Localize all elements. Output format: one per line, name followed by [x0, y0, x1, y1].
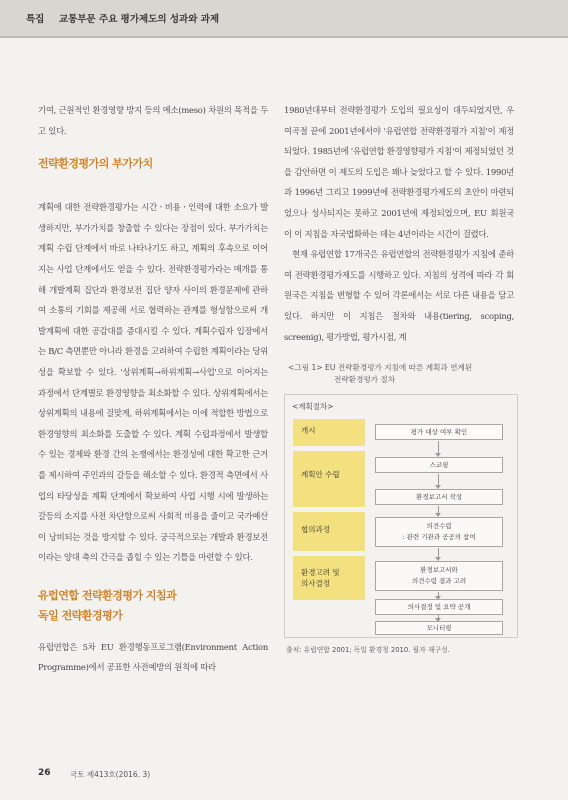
page-header [0, 0, 568, 38]
flow-report-consideration: 환경보고서와 의견수렴 결과 고려 [375, 561, 503, 591]
flow-arrow-1 [438, 441, 439, 456]
flow-decision-publication: 의사결정 및 요약 공개 [375, 599, 503, 615]
flow-consultation: 의견수렴 : 관련 기관과 공공의 참여 [375, 517, 503, 547]
section-title: 교통부문 주요 평가제도의 성과와 과제 [59, 14, 220, 25]
flow-screening-check: 평가 대상 여부 확인 [375, 424, 503, 440]
flow-arrow-2 [438, 474, 439, 488]
stage-consultation: 협의과정 [293, 512, 365, 551]
right-paragraph-2: 현재 유럽연합 17개국은 유럽연합의 전략환경평가 지침에 준하여 전략환경평가제도를 시행하고 있다. 지침의 성격에 따라 각 회원국은 지침을 변형할 수 있어 각론에서는 서로 다른 내용을 담고 있다. 하지만 이 지침은 절차와 내용(tiering, scoping, screenig), 평가방법, 평가시점, 계 [284, 249, 514, 342]
left-paragraph-3: 유럽연합은 5차 EU 환경행동프로그램(Environment Action Programme)에서 공표한 사전예방의 원칙에 따라 [38, 641, 268, 673]
magazine-issue: 국토 제413호(2016. 3) [70, 770, 151, 779]
heading-eu-directive-line-2: 독일 전략환경평가 [38, 608, 123, 622]
left-paragraph-1: 기여, 근원적인 환경영향 방지 등의 메소(meso) 차원의 목적을 두고 있다. [38, 105, 268, 136]
header-rule [0, 36, 568, 38]
sea-procedure-figure [284, 394, 518, 638]
section-label: 특집 [26, 14, 45, 25]
right-column [284, 100, 514, 654]
figure-source: 출처: 유럽연합 2001; 독일 환경청 2010. 필자 재구성. [286, 646, 450, 655]
flow-arrow-5 [438, 592, 439, 599]
flow-monitoring: 모니터링 [375, 621, 503, 635]
figure-caption [284, 362, 514, 386]
heading-eu-directive-line-1: 유럽연합 전략환경평가 지침과 [38, 588, 177, 602]
figure-box-title: <계획절차> [292, 402, 334, 412]
left-paragraph-2: 계획에 대한 전략환경평가는 시간ㆍ비용ㆍ인력에 대한 소요가 발생하지만, 부가가치를 창출할 수 있다는 장점이 있다. 부가가치는 계획 수립 단계에서 바로 나타나기도 하고, 계획의 후속으로 이어지는 사업 단계에서도 얻을 수 있다. 전략환경평가라는 매개를 통해 개발계획 집단과 환경보전 집단 양자 사이의 환경문제에 관하여 소통의 기회를 제공해 서로 협력하는 관계를 형성함으로써 개발계획에 대한 공감대를 증대시킬 수 있다. 계획수립자 입장에서는 B/C 측면뿐만 아니라 환경을 고려하여 수립한 계획이라는 당위성을 확보할 수 있다. '상위계획→하위계획→사업'으로 이어지는 과정에서 단계별로 환경영향을 최소화할 수 있다. 상위계획에서는 상위계획의 내용에 걸맞게, 하위계획에서는 이에 적합한 방법으로 환경영향의 최소화를 도출할 수 있다. 계획 수립과정에서 발생할 수 있는 경제와 환경 간의 논쟁에서는 환경성에 대한 확고한 근거를 제시하여 주민과의 갈등을 해소할 수 있다. 환경적 측면에서 사업의 타당성을 계획 단계에서 확보하여 사업 시행 시에 발생하는 갈등의 소지를 사전 차단함으로써 사회적 비용을 줄이고 국가예산이 낭비되는 것을 방지할 수 있다. 궁극적으로는 개발과 환경보전이라는 양대 축의 간극을 좁힐 수 있는 기틀을 마련할 수 있다. [38, 202, 268, 563]
flow-scoping: 스코핑 [375, 457, 503, 473]
flow-arrow-3 [438, 506, 439, 516]
stage-initiation: 개시 [293, 419, 365, 446]
heading-added-value: 전략환경평가의 부가가치 [38, 157, 153, 171]
page-number: 26 [38, 768, 51, 778]
flow-arrow-4 [438, 548, 439, 560]
figure-caption-line-2: 전략환경평가 절차 [334, 375, 396, 385]
heading-eu-directive [38, 586, 268, 626]
stage-plan-drafting: 계획안 수립 [293, 451, 365, 507]
figure-caption-line-1: <그림 1> EU 전략환경평가 지침에 따른 계획과 연계된 [288, 363, 473, 373]
stage-decision: 환경고려 및 의사결정 [293, 556, 365, 600]
right-paragraph-1: 1980년대부터 전략환경평가 도입의 필요성이 대두되었지만, 우여곡절 끝에 2001년에서야 '유럽연합 전략환경평가 지침'이 제정되었다. 1985년에 '유럽연합 환경영향평가 지침'이 제정되었던 것을 감안하면 이 제도의 도입은 꽤나 늦었다고 할 수 있다. 1990년과 1996년 그리고 1999년에 전략환경평가제도의 초안이 마련되었으나 성사되지는 못하고 2001년에 제정되었으며, EU 회원국이 이 지침을 자국법화하는 데는 4년이라는 시간이 걸렸다. [284, 105, 514, 239]
flow-report-writing: 환경보고서 작성 [375, 489, 503, 505]
left-column [38, 100, 268, 678]
